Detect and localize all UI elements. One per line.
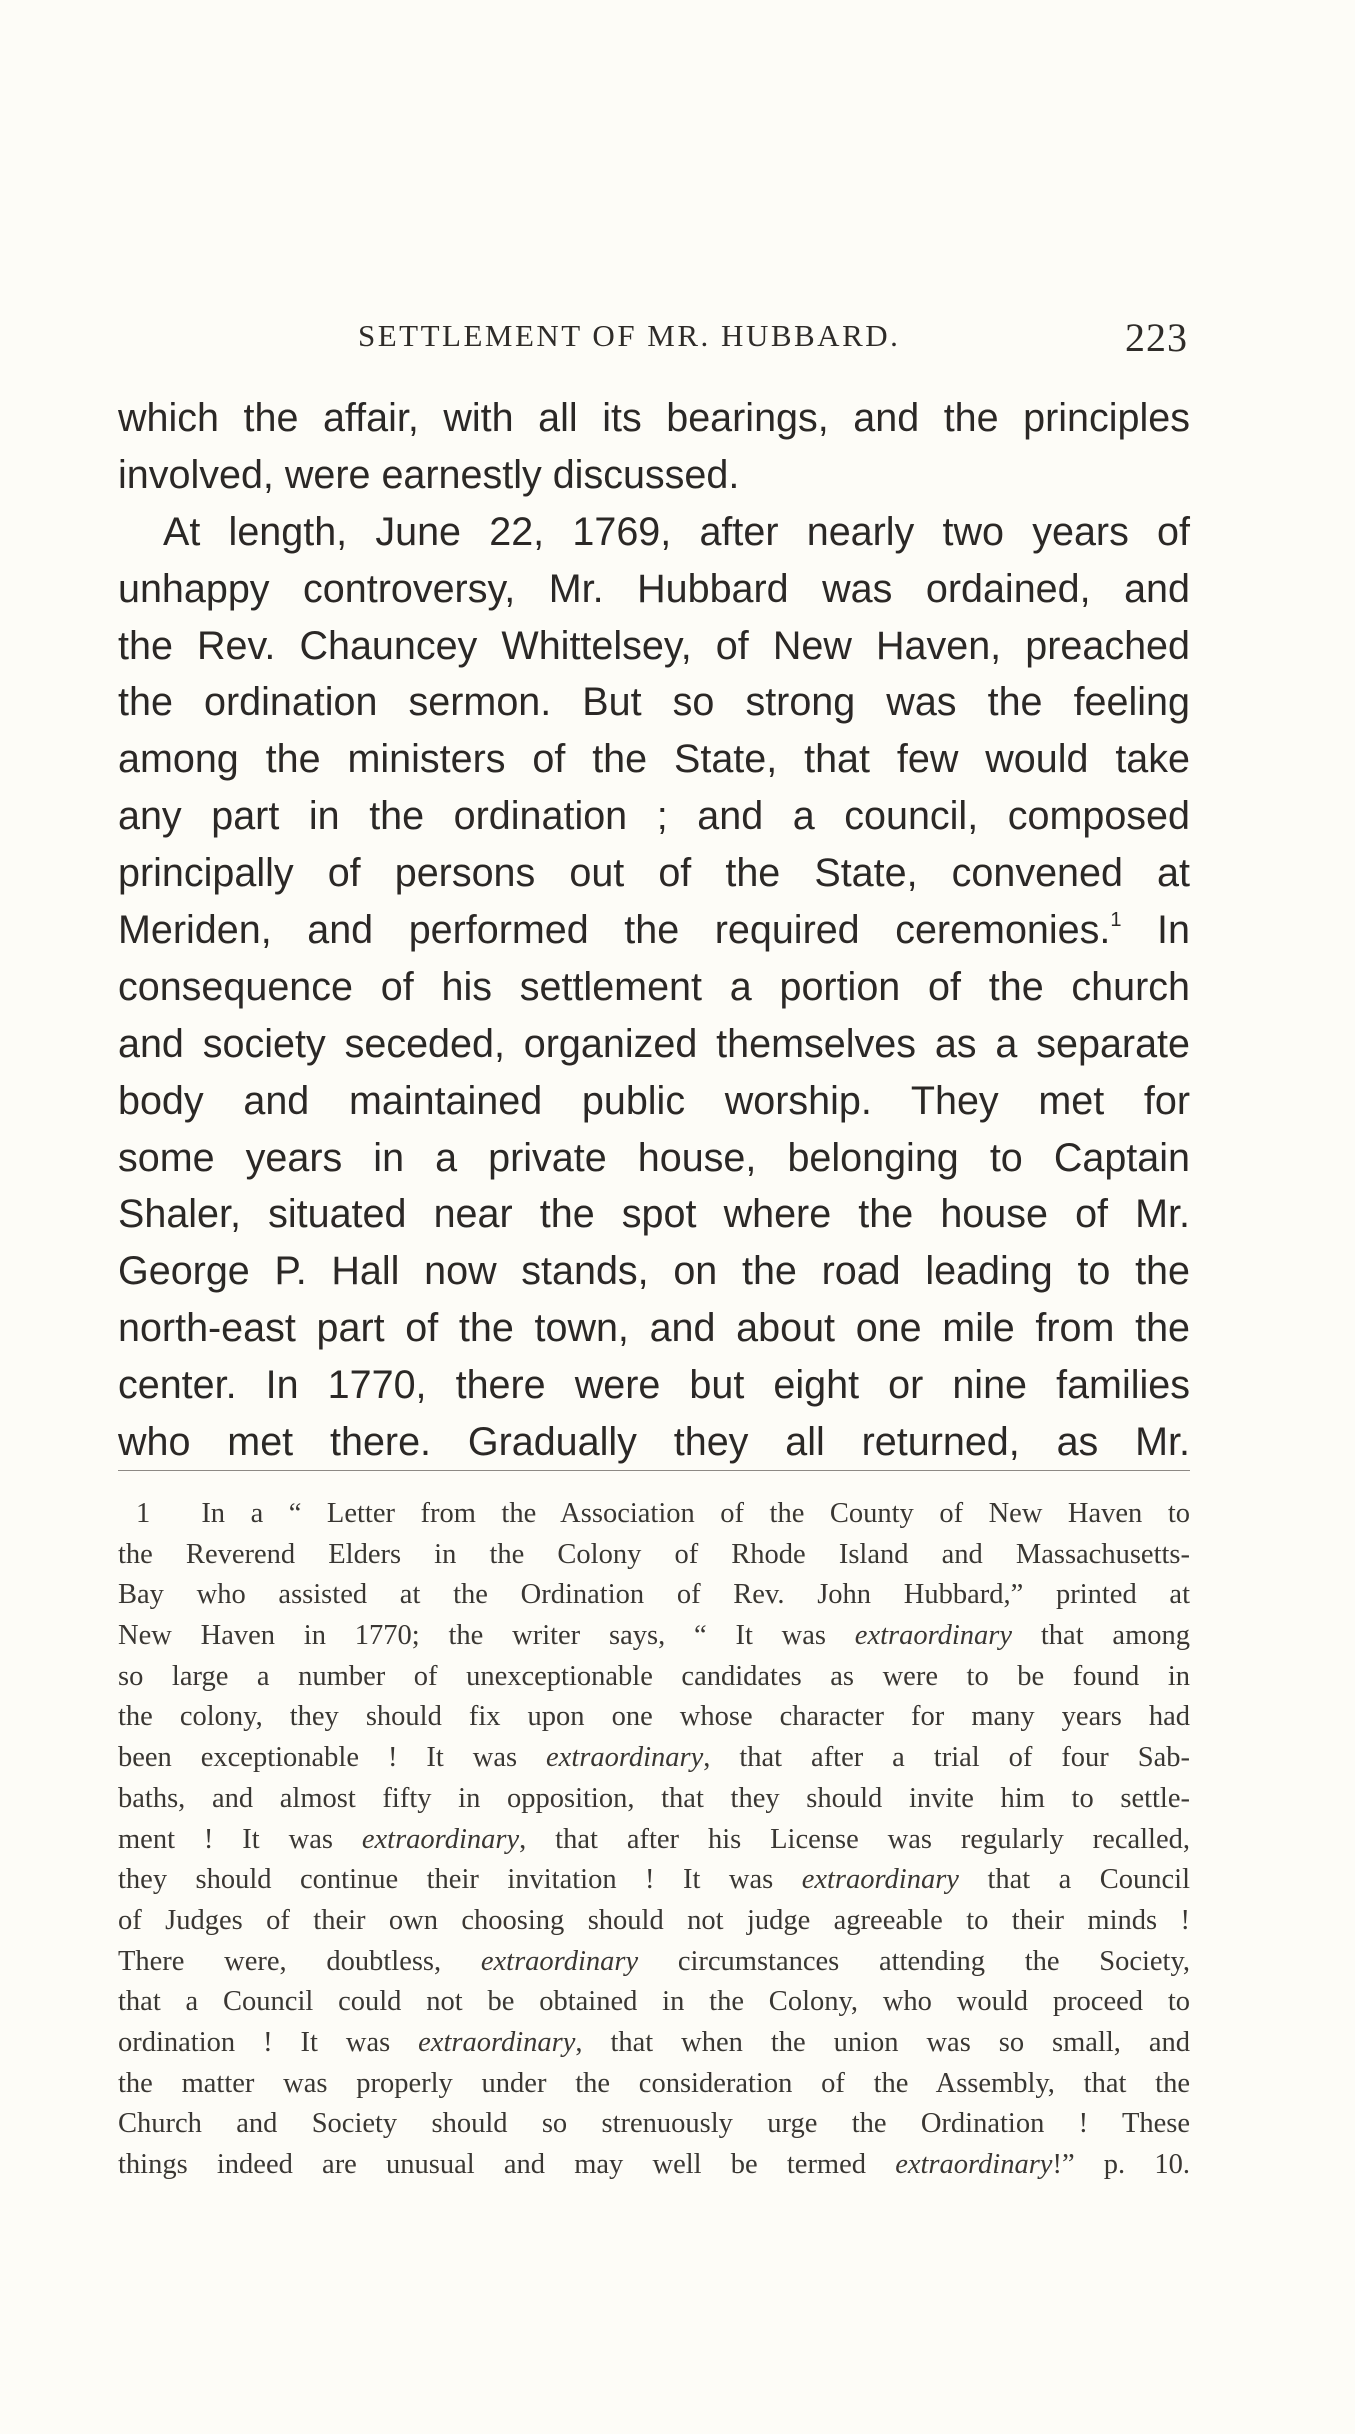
line-segment: ment ! It was [118, 1823, 362, 1855]
text-line: George P. Hall now stands, on the road leading to the [118, 1249, 1190, 1294]
text-line: among the ministers of the State, that few would take [118, 737, 1190, 782]
footnote-line [118, 1738, 1190, 1779]
footnote-line [118, 2145, 1190, 2186]
emphasis-word: extraordinary [895, 2149, 1053, 2180]
footnote-line: Church and Society should so strenuously urge the Ordination ! These [118, 2108, 1190, 2140]
footnote-line: so large a number of unexceptionable candidates as were to be found in [118, 1660, 1190, 1692]
text-line: some years in a private house, belonging to Captain [118, 1135, 1190, 1180]
text-line: consequence of his settlement a portion of the church [118, 964, 1190, 1009]
line-segment: New Haven in 1770; the writer says, “ It was [118, 1620, 855, 1652]
line-segment: things indeed are unusual and may well be termed [118, 2149, 896, 2180]
line-segment: been exceptionable ! It was [118, 1742, 547, 1774]
footnote-line [118, 1942, 1190, 1983]
emphasis-word: extraordinary [854, 1620, 1013, 1652]
text-line: body and maintained public worship. They met for [118, 1078, 1190, 1123]
footnote-line: the Reverend Elders in the Colony of Rhode Island and Massachusetts- [118, 1538, 1190, 1570]
footnote-line [118, 1820, 1190, 1861]
emphasis-word: extraordinary [801, 1864, 959, 1896]
line-segment: !” p. 10. [1052, 2149, 1191, 2180]
footnote-reference: 1 [1110, 909, 1122, 932]
footnote-line: that a Council could not be obtained in the Colony, who would proceed to [118, 1986, 1190, 2018]
footnote-line: baths, and almost fifty in opposition, that they should invite him to settle- [118, 1782, 1190, 1814]
footnote-separator [118, 1470, 1190, 1471]
line-segment: that a Council [987, 1864, 1191, 1896]
text-line: north-east part of the town, and about one mile from the [118, 1306, 1190, 1351]
line-segment: There were, doubtless, [118, 1945, 481, 1977]
footnote-marker: 1 [136, 1498, 151, 1529]
page-number: 223 [1125, 315, 1188, 360]
footnote-line: of Judges of their own choosing should not judge agreeable to their minds ! [118, 1904, 1190, 1936]
line-segment: circumstances attending the Society, [677, 1945, 1190, 1977]
text-line-with-footnote-ref [118, 902, 1190, 959]
emphasis-word: extraordinary [480, 1945, 639, 1977]
line-segment: , that after his License was regularly recalled, [519, 1823, 1190, 1855]
line-segment: , that after a trial of four Sab- [703, 1742, 1190, 1774]
text-line: any part in the ordination ; and a council, composed [118, 794, 1190, 839]
running-title: SETTLEMENT OF MR. HUBBARD. [358, 318, 901, 353]
footnote-line [118, 1616, 1190, 1657]
text-line: At length, June 22, 1769, after nearly two years of [163, 509, 1190, 554]
footnote-line [118, 1860, 1190, 1901]
text-line: the Rev. Chauncey Whittelsey, of New Haven, preached [118, 623, 1190, 668]
line-segment: In [1157, 908, 1190, 953]
text-line: Shaler, situated near the spot where the house of Mr. [118, 1192, 1190, 1237]
emphasis-word: extraordinary [361, 1823, 520, 1855]
line-segment: they should continue their invitation ! It was [118, 1864, 802, 1896]
text-line: principally of persons out of the State, convened at [118, 851, 1190, 896]
text-line: who met there. Gradually they all returned, as Mr. [118, 1420, 1190, 1465]
text-line: unhappy controversy, Mr. Hubbard was ordained, and [118, 566, 1190, 611]
footnote-line [118, 1494, 1190, 1535]
text-line: center. In 1770, there were but eight or nine families [118, 1363, 1190, 1408]
text-line: the ordination sermon. But so strong was the feeling [118, 680, 1190, 725]
text-line: which the affair, with all its bearings, and the principles [118, 396, 1190, 440]
text-line: involved, were earnestly discussed. [118, 452, 740, 497]
line-segment: that among [1040, 1620, 1190, 1652]
footnote-line: the colony, they should fix upon one whose character for many years had [118, 1701, 1190, 1733]
running-head [118, 315, 1188, 362]
line-segment: ordination ! It was [118, 2026, 419, 2058]
footnote-line: the matter was properly under the consideration of the Assembly, that the [118, 2067, 1190, 2099]
footnote [118, 1494, 1190, 2186]
main-text [118, 390, 1190, 1471]
footnote-line: Bay who assisted at the Ordination of Rev. John Hubbard,” printed at [118, 1579, 1190, 1611]
emphasis-word: extraordinary [418, 2026, 576, 2058]
text-line: and society seceded, organized themselves as a separate [118, 1021, 1190, 1066]
line-segment: Meriden, and performed the required ceremonies. [118, 908, 1111, 953]
line-segment: , that when the union was so small, and [575, 2026, 1190, 2058]
emphasis-word: extraordinary [546, 1742, 704, 1774]
footnote-line [118, 2023, 1190, 2064]
line-segment: In a “ Letter from the Association of the County of New Haven to [201, 1498, 1191, 1529]
